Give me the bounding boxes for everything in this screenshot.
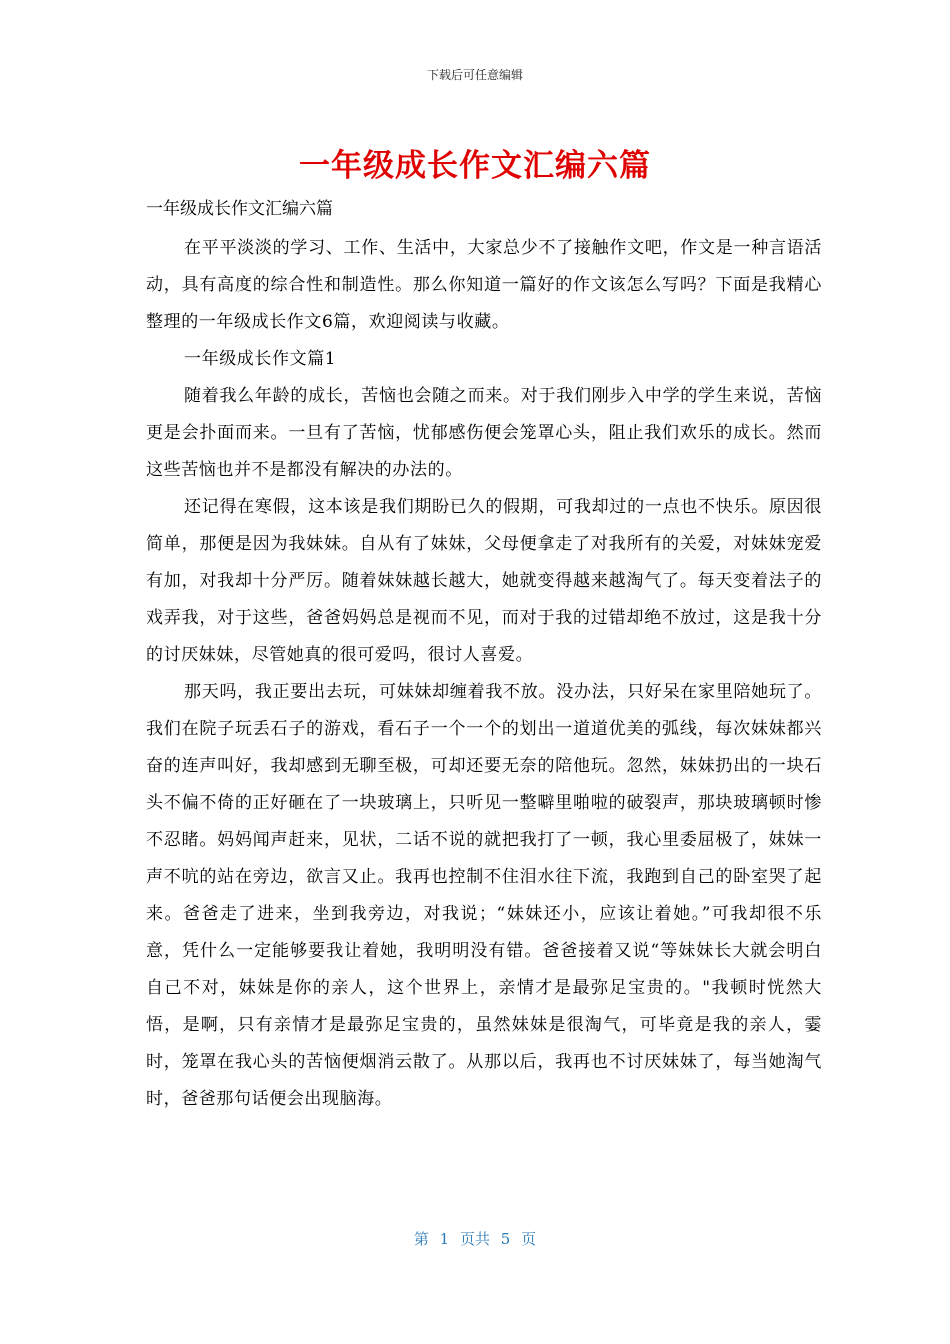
document-body — [146, 196, 822, 1118]
page-footer: 第 1 页共 5 页 — [413, 1230, 537, 1248]
header-note: 下载后可任意编辑 — [426, 68, 523, 82]
document-title: 一年级成长作文汇编六篇 — [299, 148, 651, 184]
intro-paragraph: 在平平淡淡的学习、工作、生活中，大家总少不了接触作文吧，作文是一种言语活动，具有高度的综合性和制造性。那么你知道一篇好的作文该怎么写吗？下面是我精心整理的一年级成长作文6篇，欢迎阅读与收藏。 — [146, 238, 822, 332]
body-paragraph: 随着我么年龄的成长，苦恼也会随之而来。对于我们刚步入中学的学生来说，苦恼更是会扑面而来。一旦有了苦恼，忧郁感伤便会笼罩心头，阻止我们欢乐的成长。然而这些苦恼也并不是都没有解决的办法的。 — [146, 386, 822, 480]
body-paragraph: 那天吗，我正要出去玩，可妹妹却缠着我不放。没办法，只好呆在家里陪她玩了。我们在院子玩丢石子的游戏，看石子一个一个的划出一道道优美的弧线，每次妹妹都兴奋的连声叫好，我却感到无聊至极，可却还要无奈的陪他玩。忽然，妹妹扔出的一块石头不偏不倚的正好砸在了一块玻璃上，只听见一整噼里啪啦的破裂声，那块玻璃顿时惨不忍睹。妈妈闻声赶来，见状，二话不说的就把我打了一顿，我心里委屈极了，妹妹一声不吭的站在旁边，欲言又止。我再也控制不住泪水往下流，我跑到自己的卧室哭了起来。爸爸走了进来，坐到我旁边，对我说；“妹妹还小，应该让着她。”可我却很不乐意，凭什么一定能够要我让着她，我明明没有错。爸爸接着又说“等妹妹长大就会明白自己不对，妹妹是你的亲人，这个世界上，亲情才是最弥足宝贵的。"我顿时恍然大悟，是啊，只有亲情才是最弥足宝贵的，虽然妹妹是很淘气，可毕竟是我的亲人，霎时，笼罩在我心头的苦恼便烟消云散了。从那以后，我再也不讨厌妹妹了，每当她淘气时，爸爸那句话便会出现脑海。 — [146, 682, 822, 1109]
document-subtitle: 一年级成长作文汇编六篇 — [146, 199, 333, 219]
section-heading: 一年级成长作文篇1 — [184, 349, 337, 369]
body-paragraph: 还记得在寒假，这本该是我们期盼已久的假期，可我却过的一点也不快乐。原因很简单，那便是因为我妹妹。自从有了妹妹，父母便拿走了对我所有的关爱，对妹妹宠爱有加，对我却十分严厉。随着妹妹越长越大，她就变得越来越淘气了。每天变着法子的戏弄我，对于这些，爸爸妈妈总是视而不见，而对于我的过错却绝不放过，这是我十分的讨厌妹妹，尽管她真的很可爱吗，很讨人喜爱。 — [146, 497, 822, 665]
